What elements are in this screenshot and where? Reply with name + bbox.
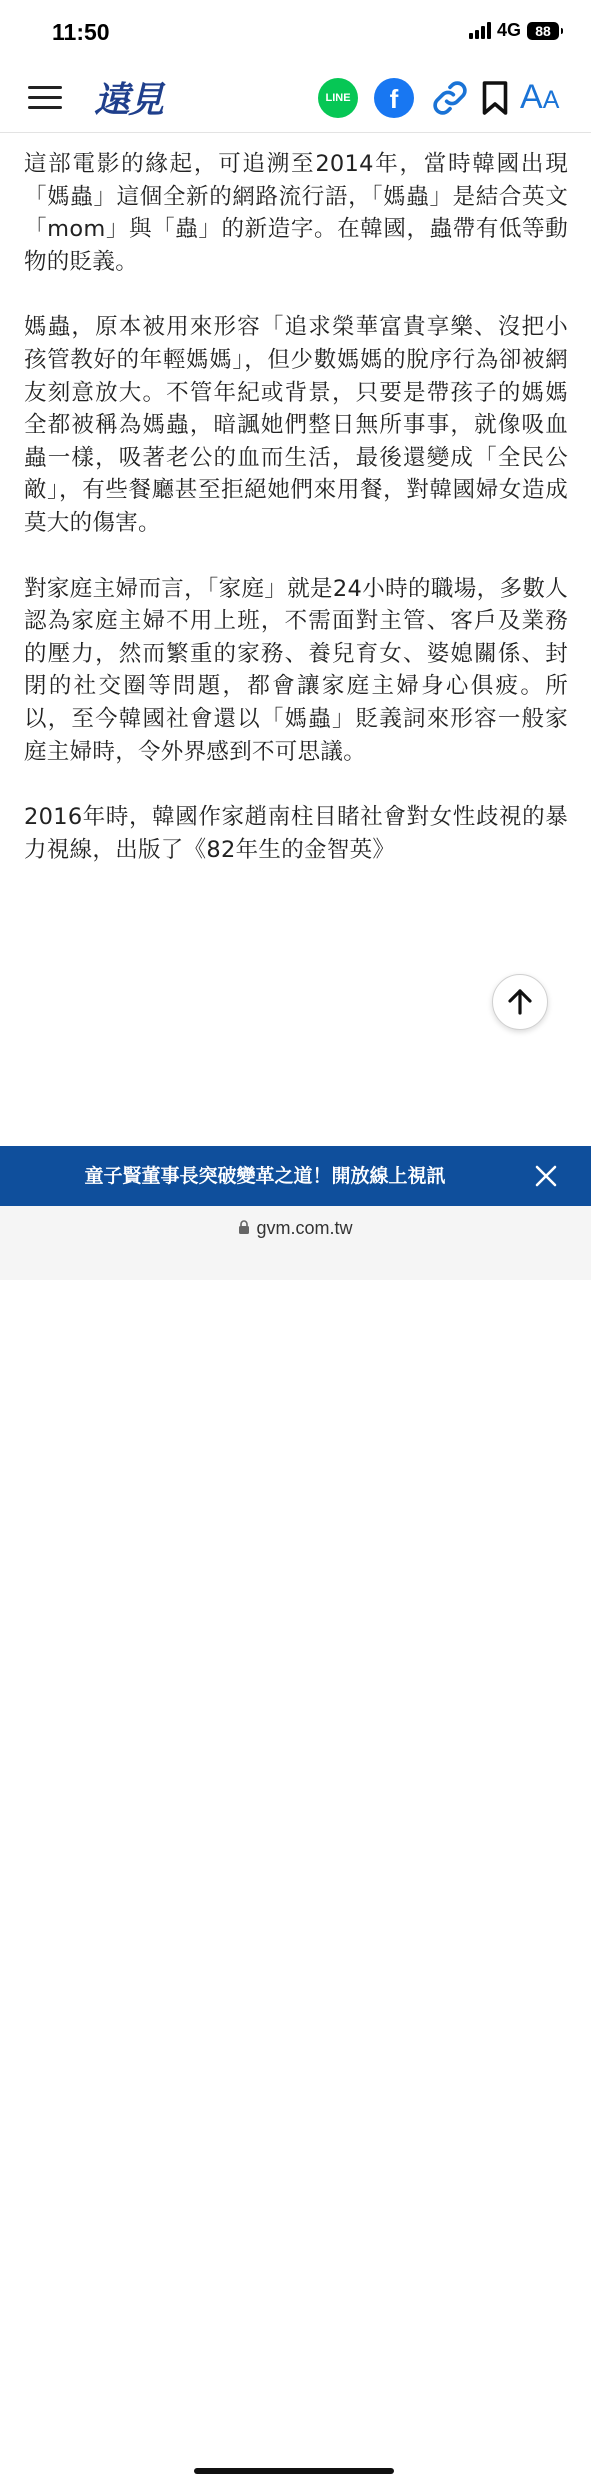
facebook-share-button[interactable]: f: [374, 78, 414, 118]
site-logo[interactable]: 遠見: [94, 79, 163, 121]
font-size-label-big: A: [520, 78, 543, 116]
url-text: gvm.com.tw: [256, 1218, 353, 1238]
battery-icon: 88: [527, 22, 559, 40]
link-icon[interactable]: [430, 78, 470, 118]
article-body: [24, 148, 568, 899]
bookmark-icon[interactable]: [478, 80, 512, 116]
browser-url-bar: [0, 1206, 591, 1280]
signal-icon: [469, 22, 491, 39]
arrow-up-icon: [493, 975, 547, 1029]
promo-banner: [0, 1146, 591, 1206]
article-paragraph: 媽蟲，原本被用來形容「追求榮華富貴享樂、沒把小孩管教好的年輕媽媽」，但少數媽媽的脫序行為卻被網友刻意放大。不管年紀或背景，只要是帶孩子的媽媽全都被稱為媽蟲，暗諷她們整日無所事事，就像吸血蟲一樣，吸著老公的血而生活，最後還變成「全民公敵」，有些餐廳甚至拒絕她們來用餐，對韓國婦女造成莫大的傷害。: [24, 314, 568, 536]
promo-banner-link[interactable]: 童子賢董事長突破變革之道！開放線上視訊: [84, 1165, 446, 1187]
status-time: 11:50: [52, 19, 110, 45]
font-size-label-small: A: [542, 86, 560, 114]
site-header: [0, 64, 591, 133]
scroll-top-button[interactable]: [492, 974, 548, 1030]
lock-icon: [238, 1220, 250, 1235]
close-icon[interactable]: [530, 1160, 562, 1192]
menu-icon[interactable]: [28, 84, 62, 112]
status-indicators: [469, 20, 559, 41]
home-indicator[interactable]: [194, 2468, 394, 2474]
article-paragraph: 2016年時，韓國作家趙南柱目睹社會對女性歧視的暴力視線，出版了《82年生的金智英》: [24, 804, 568, 863]
font-size-icon[interactable]: [520, 78, 559, 117]
article-paragraph: 對家庭主婦而言，「家庭」就是24小時的職場，多數人認為家庭主婦不用上班，不需面對主管、客戶及業務的壓力，然而繁重的家務、養兒育女、婆媳關係、封閉的社交圈等問題，都會讓家庭主婦身心俱疲。所以，至今韓國社會還以「媽蟲」貶義詞來形容一般家庭主婦時，令外界感到不可思議。: [24, 575, 568, 765]
line-share-button[interactable]: LINE: [318, 78, 358, 118]
article-paragraph: 這部電影的緣起，可追溯至2014年，當時韓國出現「媽蟲」這個全新的網路流行語，「媽蟲」是結合英文「mom」與「蟲」的新造字。在韓國，蟲帶有低等動物的貶義。: [24, 151, 568, 275]
network-type: 4G: [496, 20, 521, 40]
url-field[interactable]: [0, 1218, 591, 1239]
status-bar: [0, 0, 591, 64]
